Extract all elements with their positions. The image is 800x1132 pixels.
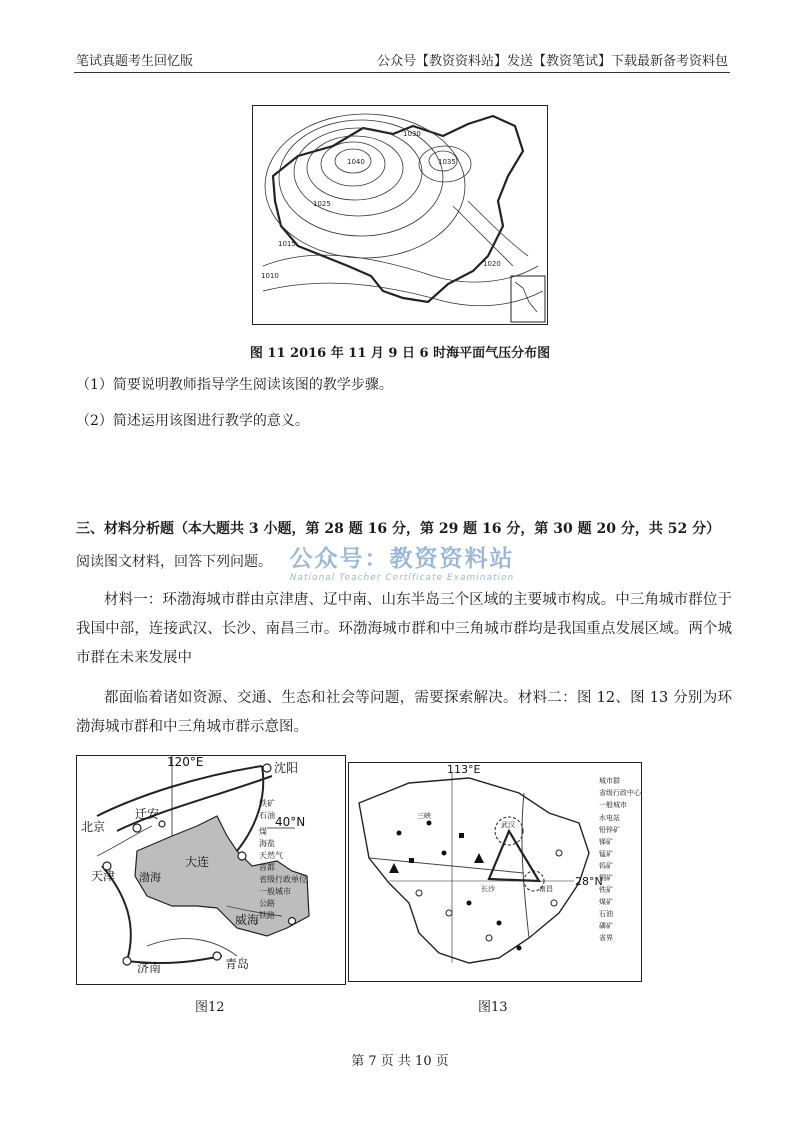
figure-12-caption: 图12: [195, 1000, 225, 1015]
header-divider: [74, 72, 730, 73]
legend-item: 一般城市: [259, 887, 291, 896]
china-outline: [273, 116, 523, 302]
watermark-main: 公众号：教资资料站: [289, 546, 515, 572]
bohai-map-svg: [77, 756, 345, 984]
city-label: 青岛: [225, 957, 250, 971]
question-2: （2）简述运用该图进行教学的意义。: [76, 413, 309, 429]
city-cluster-triangle: [489, 831, 539, 881]
longitude-label: 113°E: [447, 763, 481, 776]
isobar-label: 1020: [483, 260, 501, 268]
longitude-label: 120°E: [167, 756, 204, 769]
legend-item: 天然气: [259, 851, 283, 860]
legend-item: 省级行政中心: [599, 789, 641, 797]
section-title: 三、材料分析题（本大题共 3 小题，第 28 题 16 分，第 29 题 16 分，第 30 题 20 分，共 52 分）: [76, 521, 721, 537]
header-right: 公众号【教资资料站】发送【教资笔试】下载最新备考资料包: [376, 54, 728, 69]
legend-item: 水电站: [599, 814, 620, 822]
legend-item: 钨矿: [599, 862, 613, 870]
legend-item: 铜矿: [599, 874, 613, 882]
latitude-label: 40°N: [275, 815, 306, 829]
watermark-sub: National Teacher Certificate Examination: [289, 573, 515, 583]
isobar-label: 1030: [403, 130, 421, 138]
legend-item: 铁路: [259, 911, 275, 920]
legend-item: 铁矿: [599, 886, 613, 894]
legend-item: 铁矿: [259, 799, 275, 808]
isobar-label: 1015: [278, 240, 296, 248]
isobar-label: 1025: [313, 200, 331, 208]
city-label: 迁安: [135, 807, 160, 821]
material-1-paragraph: 材料一：环渤海城市群由京津唐、辽中南、山东半岛三个区域的主要城市构成。中三角城市群位于我国中部，连接武汉、长沙、南昌三市。环渤海城市群和中三角城市群均是我国重点发展区域。两个城市群在未来发展中: [76, 592, 732, 666]
legend-item: 首都: [259, 863, 275, 872]
legend-item: 石油: [599, 910, 613, 918]
city-label: 长沙: [481, 885, 495, 893]
page-number: 第 7 页 共 10 页: [351, 1054, 449, 1069]
legend-item: 公路: [259, 899, 275, 908]
watermark: [283, 540, 521, 586]
city-label: 南昌: [539, 885, 553, 893]
city-label: 沈阳: [274, 761, 299, 775]
city-label: 济南: [137, 961, 162, 975]
figure-13-caption: 图13: [478, 1000, 508, 1015]
legend-item: 石油: [259, 811, 275, 820]
sea-label: 渤海: [139, 871, 161, 884]
figure-11-caption: 图 11 2016 年 11 月 9 日 6 时海平面气压分布图: [249, 346, 551, 361]
legend-item: 省级行政单位: [259, 875, 307, 884]
figure-12-bohai-map: [76, 755, 346, 985]
latitude-label: 28°N: [575, 875, 603, 888]
legend-item: 海盐: [259, 839, 275, 848]
legend-item: 磷矿: [599, 922, 613, 930]
city-label: 大连: [185, 855, 210, 869]
legend-item: 锑矿: [599, 838, 613, 846]
question-1: （1）简要说明教师指导学生阅读该图的教学步骤。: [76, 377, 393, 393]
section-intro: 阅读图文材料，回答下列问题。: [76, 554, 272, 570]
isobar-label: 1040: [347, 158, 365, 166]
header-left: 笔试真题考生回忆版: [76, 54, 194, 69]
city-label: 威海: [235, 913, 260, 927]
figure-11-pressure-map: [252, 105, 548, 325]
city-label: 三峡: [417, 812, 431, 820]
isobar-label: 1035: [438, 158, 456, 166]
figure-13-central-triangle-map: [348, 762, 642, 982]
legend-item: 锰矿: [599, 850, 613, 858]
pressure-map-svg: [253, 106, 547, 324]
legend-item: 铅锌矿: [599, 826, 620, 834]
material-2-paragraph: 都面临着诸如资源、交通、生态和社会等问题，需要探索解决。材料二：图 12、图 13 分别为环渤海城市群和中三角城市群示意图。: [76, 690, 732, 735]
central-triangle-map-svg: [349, 763, 641, 981]
legend-item: 煤矿: [599, 898, 613, 906]
city-label: 北京: [81, 820, 106, 834]
isobar-label: 1010: [261, 272, 279, 280]
legend-item: 城市群: [599, 777, 620, 785]
city-label: 天津: [91, 869, 116, 883]
legend-item: 煤: [259, 827, 267, 836]
legend-item: 省界: [599, 934, 613, 942]
legend-item: 一般城市: [599, 801, 627, 809]
city-label: 武汉: [501, 821, 515, 829]
